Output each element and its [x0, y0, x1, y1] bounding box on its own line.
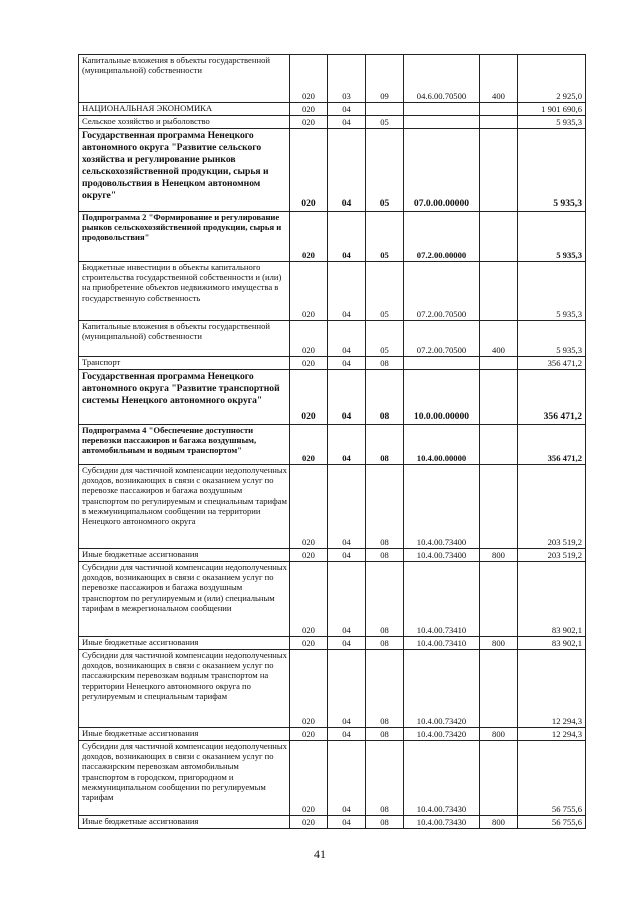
- expense-type-code-cell: [480, 103, 518, 116]
- row-name-cell: Капитальные вложения в объекты государственной (муниципальной) собственности: [79, 321, 290, 357]
- section-code-cell: 04: [328, 262, 366, 321]
- table-row: [79, 650, 586, 728]
- section-code-cell: 04: [328, 116, 366, 129]
- table-row: [79, 741, 586, 816]
- target-article-code-cell: [404, 116, 480, 129]
- target-article-code-cell: 10.4.00.73410: [404, 637, 480, 650]
- row-name-cell: Иные бюджетные ассигнования: [79, 549, 290, 562]
- amount-cell: 356 471,2: [518, 425, 586, 465]
- target-article-code-cell: 07.2.00.70500: [404, 262, 480, 321]
- target-article-code-cell: 10.4.00.73400: [404, 549, 480, 562]
- amount-cell: 12 294,3: [518, 728, 586, 741]
- target-article-code-cell: [404, 357, 480, 370]
- row-name-cell: Подпрограмма 4 "Обеспечение доступности перевозки пассажиров и багажа воздушным, автомобильным и водным транспортом": [79, 425, 290, 465]
- section-code-cell: 04: [328, 562, 366, 637]
- target-article-code-cell: 07.2.00.70500: [404, 321, 480, 357]
- amount-cell: 203 519,2: [518, 465, 586, 549]
- table-row: [79, 816, 586, 829]
- expense-type-code-cell: [480, 116, 518, 129]
- amount-cell: 1 901 690,6: [518, 103, 586, 116]
- row-name-cell: Иные бюджетные ассигнования: [79, 637, 290, 650]
- expense-type-code-cell: 800: [480, 728, 518, 741]
- ministry-code-cell: 020: [290, 321, 328, 357]
- section-code-cell: 04: [328, 650, 366, 728]
- table-row: [79, 549, 586, 562]
- amount-cell: 356 471,2: [518, 370, 586, 425]
- target-article-code-cell: 10.4.00.73430: [404, 816, 480, 829]
- table-row: [79, 370, 586, 425]
- amount-cell: 5 935,3: [518, 212, 586, 262]
- target-article-code-cell: 10.0.00.00000: [404, 370, 480, 425]
- amount-cell: 5 935,3: [518, 116, 586, 129]
- expense-type-code-cell: [480, 465, 518, 549]
- section-code-cell: 04: [328, 741, 366, 816]
- table-row: [79, 212, 586, 262]
- table-row: [79, 465, 586, 549]
- subsection-code-cell: 08: [366, 816, 404, 829]
- target-article-code-cell: 10.4.00.73410: [404, 562, 480, 637]
- section-code-cell: 04: [328, 212, 366, 262]
- amount-cell: 5 935,3: [518, 262, 586, 321]
- row-name-cell: Государственная программа Ненецкого автономного округа "Развитие транспортной системы Ненецкого автономного округа": [79, 370, 290, 425]
- subsection-code-cell: 08: [366, 425, 404, 465]
- section-code-cell: 04: [328, 357, 366, 370]
- target-article-code-cell: 10.4.00.00000: [404, 425, 480, 465]
- subsection-code-cell: 08: [366, 549, 404, 562]
- subsection-code-cell: 08: [366, 728, 404, 741]
- subsection-code-cell: 08: [366, 562, 404, 637]
- row-name-cell: Субсидии для частичной компенсации недополученных доходов, возникающих в связи с оказанием услуг по пассажирским перевозкам водным транспортом на территории Ненецкого автономного округа по регулируемым и специальным тарифам: [79, 650, 290, 728]
- subsection-code-cell: 08: [366, 637, 404, 650]
- ministry-code-cell: 020: [290, 549, 328, 562]
- ministry-code-cell: 020: [290, 816, 328, 829]
- target-article-code-cell: [404, 103, 480, 116]
- ministry-code-cell: 020: [290, 425, 328, 465]
- expense-type-code-cell: [480, 650, 518, 728]
- section-code-cell: 04: [328, 816, 366, 829]
- section-code-cell: 04: [328, 425, 366, 465]
- amount-cell: 56 755,6: [518, 741, 586, 816]
- subsection-code-cell: 05: [366, 321, 404, 357]
- ministry-code-cell: 020: [290, 650, 328, 728]
- subsection-code-cell: 05: [366, 116, 404, 129]
- target-article-code-cell: 10.4.00.73430: [404, 741, 480, 816]
- subsection-code-cell: 05: [366, 212, 404, 262]
- subsection-code-cell: 09: [366, 55, 404, 103]
- ministry-code-cell: 020: [290, 262, 328, 321]
- expense-type-code-cell: [480, 741, 518, 816]
- row-name-cell: Капитальные вложения в объекты государственной (муниципальной) собственности: [79, 55, 290, 103]
- section-code-cell: 04: [328, 103, 366, 116]
- budget-table: [78, 54, 586, 829]
- ministry-code-cell: 020: [290, 562, 328, 637]
- table-body: [79, 55, 586, 829]
- subsection-code-cell: 08: [366, 741, 404, 816]
- subsection-code-cell: 08: [366, 370, 404, 425]
- row-name-cell: Субсидии для частичной компенсации недополученных доходов, возникающих в связи с оказанием услуг по перевозке пассажиров и багажа воздушным транспортом по регулируемым и специальным тарифам в межмуниципальном сообщении на территории Ненецкого автономного округа: [79, 465, 290, 549]
- table-row: [79, 129, 586, 212]
- amount-cell: 356 471,2: [518, 357, 586, 370]
- ministry-code-cell: 020: [290, 212, 328, 262]
- section-code-cell: 04: [328, 321, 366, 357]
- section-code-cell: 04: [328, 129, 366, 212]
- amount-cell: 56 755,6: [518, 816, 586, 829]
- expense-type-code-cell: [480, 129, 518, 212]
- subsection-code-cell: 08: [366, 357, 404, 370]
- table-row: [79, 55, 586, 103]
- section-code-cell: 03: [328, 55, 366, 103]
- table-row: [79, 728, 586, 741]
- ministry-code-cell: 020: [290, 103, 328, 116]
- amount-cell: 12 294,3: [518, 650, 586, 728]
- section-code-cell: 04: [328, 549, 366, 562]
- row-name-cell: Иные бюджетные ассигнования: [79, 816, 290, 829]
- ministry-code-cell: 020: [290, 357, 328, 370]
- section-code-cell: 04: [328, 637, 366, 650]
- table-row: [79, 357, 586, 370]
- expense-type-code-cell: [480, 212, 518, 262]
- row-name-cell: Субсидии для частичной компенсации недополученных доходов, возникающих в связи с оказанием услуг по перевозке пассажиров и багажа воздушным транспортом по регулируемым и (или) специальным тарифам в межрегиональном сообщении: [79, 562, 290, 637]
- subsection-code-cell: [366, 103, 404, 116]
- expense-type-code-cell: [480, 357, 518, 370]
- row-name-cell: Иные бюджетные ассигнования: [79, 728, 290, 741]
- target-article-code-cell: 04.6.00.70500: [404, 55, 480, 103]
- expense-type-code-cell: [480, 425, 518, 465]
- amount-cell: 5 935,3: [518, 129, 586, 212]
- amount-cell: 2 925,0: [518, 55, 586, 103]
- table-row: [79, 116, 586, 129]
- target-article-code-cell: 07.2.00.00000: [404, 212, 480, 262]
- table-row: [79, 103, 586, 116]
- amount-cell: 83 902,1: [518, 637, 586, 650]
- ministry-code-cell: 020: [290, 370, 328, 425]
- expense-type-code-cell: 400: [480, 321, 518, 357]
- target-article-code-cell: 07.0.00.00000: [404, 129, 480, 212]
- ministry-code-cell: 020: [290, 55, 328, 103]
- subsection-code-cell: 08: [366, 465, 404, 549]
- row-name-cell: Подпрограмма 2 "Формирование и регулирование рынков сельскохозяйственной продукции, сырья и продовольствия": [79, 212, 290, 262]
- table-row: [79, 321, 586, 357]
- ministry-code-cell: 020: [290, 741, 328, 816]
- ministry-code-cell: 020: [290, 116, 328, 129]
- row-name-cell: Государственная программа Ненецкого автономного округа "Развитие сельского хозяйства и регулирование рынков сельскохозяйственной продукции, сырья и продовольствия в Ненецком автономном округе": [79, 129, 290, 212]
- section-code-cell: 04: [328, 728, 366, 741]
- amount-cell: 203 519,2: [518, 549, 586, 562]
- row-name-cell: Бюджетные инвестиции в объекты капитального строительства государственной собственности и (или) на приобретение объектов недвижимого имущества в государственную собственность: [79, 262, 290, 321]
- subsection-code-cell: 08: [366, 650, 404, 728]
- row-name-cell: Транспорт: [79, 357, 290, 370]
- table-row: [79, 562, 586, 637]
- row-name-cell: НАЦИОНАЛЬНАЯ ЭКОНОМИКА: [79, 103, 290, 116]
- ministry-code-cell: 020: [290, 129, 328, 212]
- subsection-code-cell: 05: [366, 129, 404, 212]
- expense-type-code-cell: 800: [480, 816, 518, 829]
- expense-type-code-cell: [480, 562, 518, 637]
- expense-type-code-cell: 400: [480, 55, 518, 103]
- row-name-cell: Сельское хозяйство и рыболовство: [79, 116, 290, 129]
- amount-cell: 5 935,3: [518, 321, 586, 357]
- ministry-code-cell: 020: [290, 465, 328, 549]
- row-name-cell: Субсидии для частичной компенсации недополученных доходов, возникающих в связи с оказанием услуг по пассажирским перевозкам автомобильным транспортом в городском, пригородном и межмуниципальном сообщении по регулируемым тарифам: [79, 741, 290, 816]
- target-article-code-cell: 10.4.00.73420: [404, 728, 480, 741]
- expense-type-code-cell: 800: [480, 549, 518, 562]
- ministry-code-cell: 020: [290, 728, 328, 741]
- section-code-cell: 04: [328, 465, 366, 549]
- page-number: 41: [314, 847, 326, 861]
- expense-type-code-cell: [480, 370, 518, 425]
- amount-cell: 83 902,1: [518, 562, 586, 637]
- section-code-cell: 04: [328, 370, 366, 425]
- ministry-code-cell: 020: [290, 637, 328, 650]
- table-row: [79, 425, 586, 465]
- target-article-code-cell: 10.4.00.73400: [404, 465, 480, 549]
- table-row: [79, 637, 586, 650]
- target-article-code-cell: 10.4.00.73420: [404, 650, 480, 728]
- expense-type-code-cell: 800: [480, 637, 518, 650]
- expense-type-code-cell: [480, 262, 518, 321]
- table-row: [79, 262, 586, 321]
- subsection-code-cell: 05: [366, 262, 404, 321]
